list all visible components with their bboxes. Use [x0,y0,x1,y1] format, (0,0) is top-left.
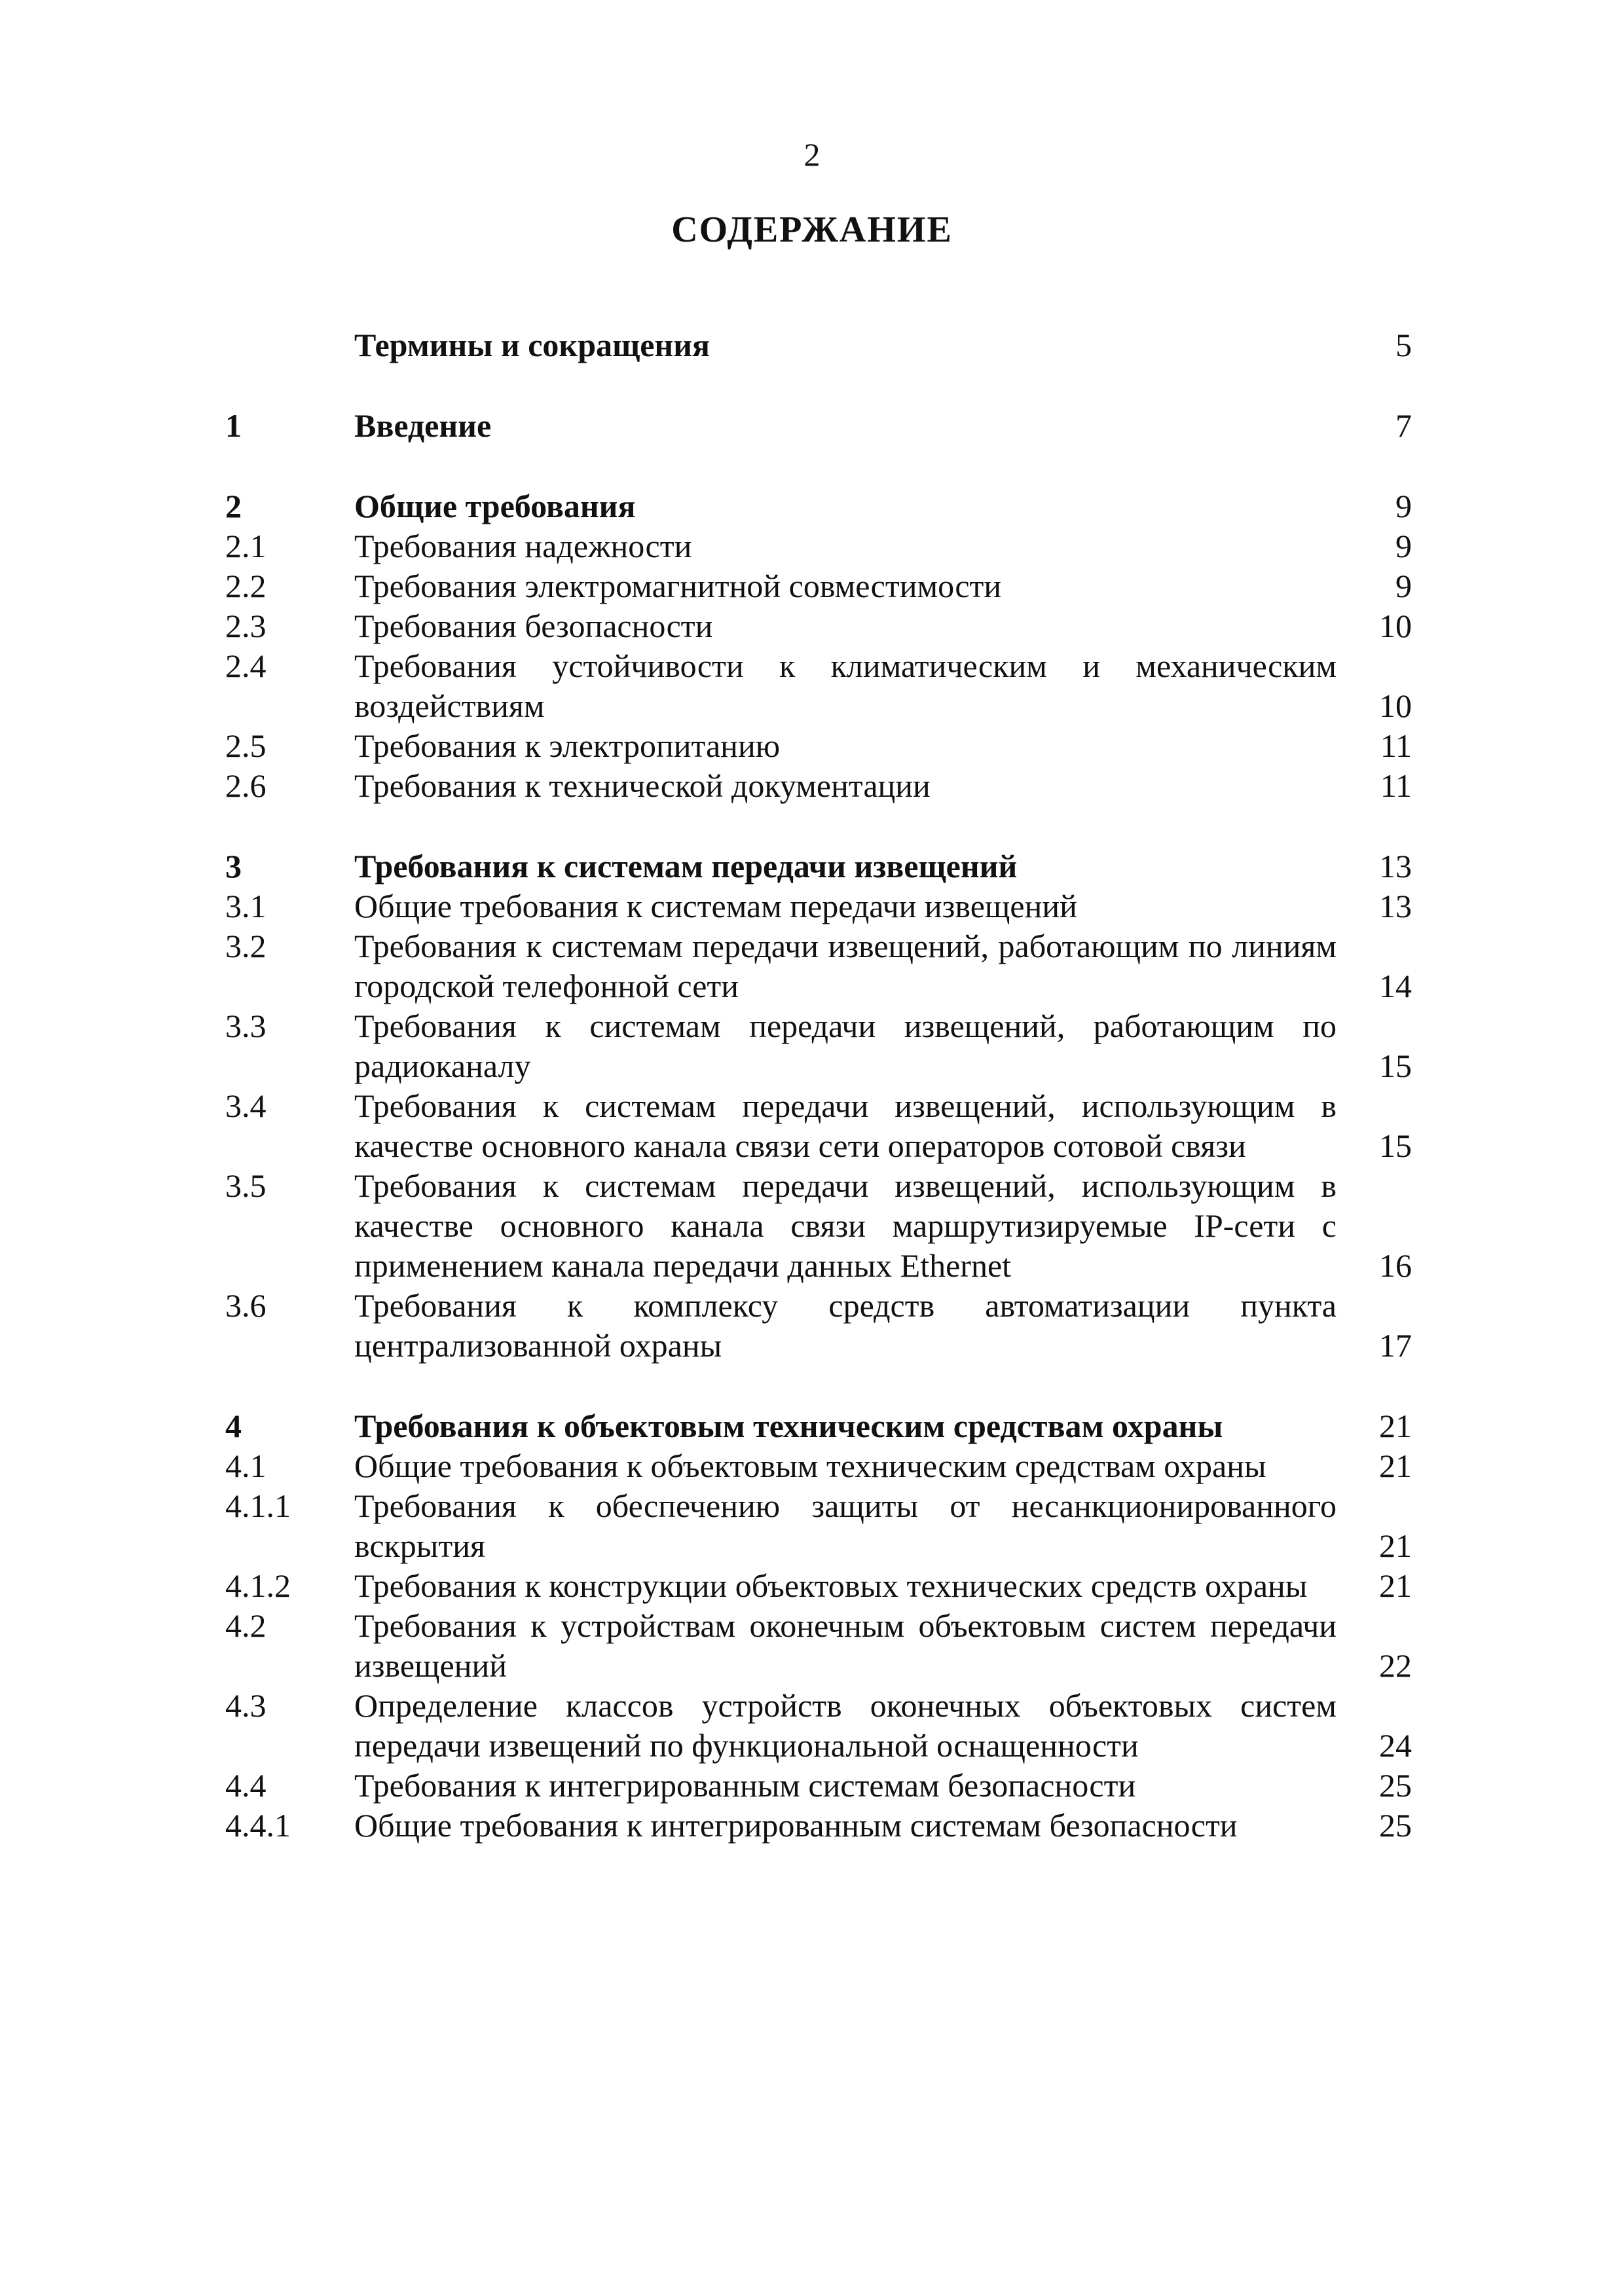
toc-entry-title: Требования к обеспечению защиты от несанкционированного вскрытия [354,1487,1337,1564]
toc-entry[interactable] [225,1486,1412,1566]
toc-entry-title: Требования устойчивости к климатическим и механическим воздействиям [354,647,1337,724]
toc-entry[interactable] [225,766,1412,806]
toc-entry-title: Требования к системам передачи извещений, работающим по радиоканалу [354,1008,1337,1084]
toc-entry[interactable] [225,1806,1412,1846]
toc-entry-number: 3.3 [225,1008,267,1044]
toc-entry-title: Требования к интегрированным системам безопасности [354,1767,1136,1804]
toc-entry[interactable] [225,847,1412,886]
toc-entry[interactable] [225,726,1412,766]
toc-entry-number: 2.1 [225,528,267,564]
toc-entry-page: 16 [1379,1247,1412,1284]
toc-entry-title: Требования электромагнитной совместимости [354,568,1002,604]
toc-entry-number: 4.1.1 [225,1487,291,1524]
toc-entry-page: 9 [1395,528,1412,564]
toc-entry-number: 3 [225,848,242,884]
toc-entry-number: 4.1.2 [225,1567,291,1604]
toc-entry[interactable] [225,606,1412,646]
toc-entry[interactable] [225,926,1412,1006]
toc-entry-number: 2.2 [225,568,267,604]
toc-entry[interactable] [225,566,1412,606]
toc-entry[interactable] [225,1566,1412,1606]
toc-entry-number: 4.1 [225,1448,267,1484]
toc-entry-number: 4 [225,1408,242,1444]
toc-entry-page: 9 [1395,488,1412,524]
toc-entry-title: Требования к устройствам оконечным объектовым систем передачи извещений [354,1607,1337,1684]
toc-entry-number: 3.6 [225,1287,267,1324]
toc-entry[interactable] [225,1286,1412,1366]
toc-entry-number: 3.2 [225,928,267,964]
toc-entry-page: 5 [1395,327,1412,363]
toc-entry-page: 13 [1379,848,1412,884]
toc-entry-title: Общие требования к объектовым техническим средствам охраны [354,1448,1266,1484]
toc-entry-page: 21 [1379,1408,1412,1444]
toc-entry-page: 13 [1379,888,1412,924]
toc-entry[interactable] [225,486,1412,526]
toc-entry-title: Требования к системам передачи извещений [354,848,1018,884]
toc-entry-page: 17 [1379,1327,1412,1364]
page-title: СОДЕРЖАНИЕ [671,210,953,250]
toc-entry-number: 4.4.1 [225,1807,291,1844]
toc-entry[interactable] [225,406,1412,446]
toc-entry-page: 10 [1379,608,1412,644]
toc-entry[interactable] [225,886,1412,926]
toc-entry-title: Введение [354,407,492,444]
toc-entry-page: 11 [1380,767,1412,804]
toc-entry[interactable] [225,646,1412,726]
toc-entry-page: 21 [1379,1567,1412,1604]
toc-entry-title: Требования к технической документации [354,767,931,804]
toc-entry-title: Требования безопасности [354,608,713,644]
toc-entry-number: 2.4 [225,647,267,684]
toc-entry[interactable] [225,1166,1412,1286]
toc-entry-title: Термины и сокращения [354,327,710,363]
toc-entry[interactable] [225,1686,1412,1766]
toc-entry[interactable] [225,1086,1412,1166]
toc-entry[interactable] [225,1446,1412,1486]
toc-entry-number: 2 [225,488,242,524]
toc-entry-page: 25 [1379,1807,1412,1844]
toc-entry-number: 3.4 [225,1087,267,1124]
table-of-contents [225,325,1412,1846]
toc-entry[interactable] [225,526,1412,566]
toc-entry-page: 14 [1379,968,1412,1004]
toc-entry[interactable] [225,1006,1412,1086]
toc-entry-number: 2.6 [225,767,267,804]
toc-entry-number: 4.4 [225,1767,267,1804]
toc-entry[interactable] [225,325,1412,365]
toc-entry-page: 21 [1379,1527,1412,1564]
toc-entry-page: 15 [1379,1048,1412,1084]
toc-entry-number: 1 [225,407,242,444]
toc-entry-title: Общие требования к системам передачи извещений [354,888,1077,924]
toc-entry[interactable] [225,1606,1412,1686]
toc-entry-page: 25 [1379,1767,1412,1804]
toc-entry-page: 10 [1379,687,1412,724]
toc-entry-number: 3.5 [225,1167,267,1204]
toc-entry-title: Общие требования к интегрированным системам безопасности [354,1807,1238,1844]
toc-entry-page: 15 [1379,1127,1412,1164]
toc-entry[interactable] [225,1406,1412,1446]
toc-entry-number: 4.2 [225,1607,267,1644]
toc-entry-title: Требования к системам передачи извещений, работающим по линиям городской телефонной сети [354,928,1337,1004]
toc-entry-title: Требования надежности [354,528,692,564]
toc-entry-page: 7 [1395,407,1412,444]
toc-entry-title: Требования к комплексу средств автоматизации пункта централизованной охраны [354,1287,1337,1364]
toc-entry-number: 4.3 [225,1687,267,1724]
toc-entry-title: Требования к электропитанию [354,727,781,764]
toc-entry-number: 2.3 [225,608,267,644]
page-number: 2 [803,136,821,173]
toc-entry-title: Требования к системам передачи извещений, использующим в качестве основного канала связи маршрутизируемые IP-сети с применением канала передачи данных Ethernet [354,1167,1337,1284]
toc-entry-number: 3.1 [225,888,267,924]
toc-entry-page: 11 [1380,727,1412,764]
toc-entry-title: Требования к системам передачи извещений, использующим в качестве основного канала связи сети операторов сотовой связи [354,1087,1337,1164]
toc-entry-page: 22 [1379,1647,1412,1684]
toc-entry-title: Определение классов устройств оконечных объектовых систем передачи извещений по функциональной оснащенности [354,1687,1337,1764]
toc-entry-title: Требования к объектовым техническим средствам охраны [354,1408,1223,1444]
toc-entry-title: Общие требования [354,488,636,524]
toc-entry-page: 9 [1395,568,1412,604]
toc-entry-page: 21 [1379,1448,1412,1484]
toc-entry-page: 24 [1379,1727,1412,1764]
toc-entry[interactable] [225,1766,1412,1806]
toc-entry-title: Требования к конструкции объектовых технических средств охраны [354,1567,1308,1604]
toc-entry-number: 2.5 [225,727,267,764]
